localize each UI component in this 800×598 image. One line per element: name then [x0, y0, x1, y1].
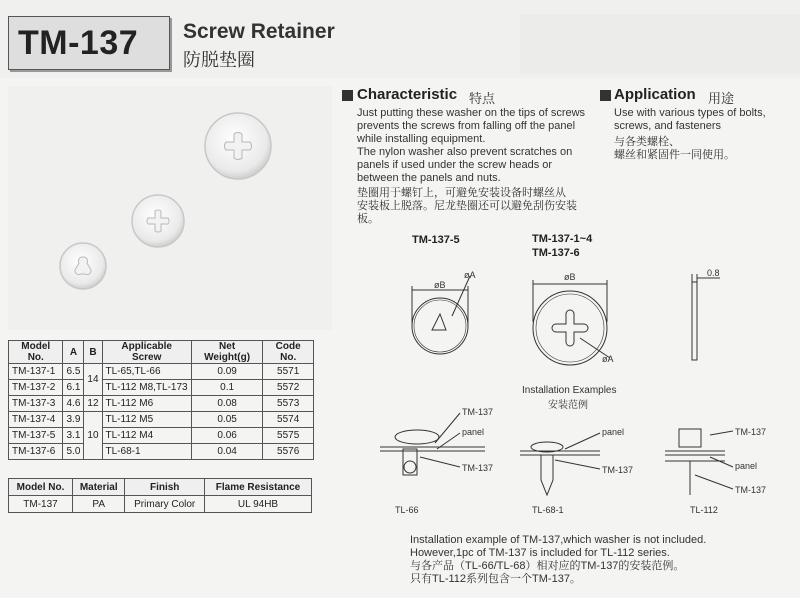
text-line: while installing equipment. [357, 133, 486, 145]
application-title-cn: 用途 [708, 91, 735, 106]
b-cell: 10 [84, 412, 102, 460]
washer-photo [8, 86, 332, 330]
weight-cell: 0.04 [191, 444, 263, 460]
example-label: TL-68-1 [532, 505, 564, 515]
text-line: Just putting these washer on the tips of screws [357, 107, 586, 119]
install-title: Installation Examples [522, 385, 617, 396]
spec-header: A [63, 341, 84, 364]
dim-thickness: 0.8 [707, 268, 720, 278]
weight-cell: 0.1 [191, 380, 263, 396]
text-line: 螺丝和紧固件一同使用。 [614, 149, 735, 161]
drawing-label-right: TM-137-1~4 [532, 233, 593, 245]
weight-cell: 0.06 [191, 428, 263, 444]
section-square-icon [342, 90, 353, 101]
install-tag-panel: panel [735, 461, 758, 471]
note-line: 与各产品（TL-66/TL-68）相对应的TM-137的安装范例。 [410, 560, 685, 572]
model-cell: TM-137-4 [9, 412, 63, 428]
a-cell: 3.1 [63, 428, 84, 444]
material-header: Model No. [9, 479, 73, 496]
screw-cell: TL-65,TL-66 [102, 364, 191, 380]
material-cell: Primary Color [125, 496, 205, 513]
weight-cell: 0.08 [191, 396, 263, 412]
weight-cell: 0.09 [191, 364, 263, 380]
model-cell: TM-137-6 [9, 444, 63, 460]
installation-drawings [365, 405, 795, 515]
drawing-label-left: TM-137-5 [412, 234, 460, 246]
model-cell: TM-137-5 [9, 428, 63, 444]
text-line: 与各类螺栓、 [614, 136, 680, 148]
note-line: 只有TL-112系列包含一个TM-137。 [410, 573, 581, 585]
example-label: TL-112 [690, 505, 718, 515]
a-cell: 4.6 [63, 396, 84, 412]
code-cell: 5576 [263, 444, 314, 460]
dim-b-left: øB [434, 280, 446, 290]
text-line: Use with various types of bolts, [614, 107, 766, 119]
b-cell: 14 [84, 364, 102, 396]
weight-cell: 0.05 [191, 412, 263, 428]
install-tag-panel: panel [462, 427, 485, 437]
characteristic-text [357, 107, 597, 226]
table-row [9, 380, 314, 396]
code-cell: 5571 [263, 364, 314, 380]
dim-b-right: øB [564, 272, 576, 282]
a-cell: 6.5 [63, 364, 84, 380]
bleed-through-area [520, 14, 800, 74]
spec-header: B [84, 341, 102, 364]
note-line: Installation example of TM-137,which washer is not included. [410, 534, 707, 546]
material-cell: PA [73, 496, 125, 513]
table-row [9, 428, 314, 444]
install-tag-tm: TM-137 [462, 407, 494, 417]
material-cell: UL 94HB [205, 496, 312, 513]
product-title-cn: 防脱垫圈 [183, 50, 255, 70]
a-cell: 3.9 [63, 412, 84, 428]
material-header: Finish [125, 479, 205, 496]
product-title: Screw Retainer [183, 20, 335, 43]
b-cell: 12 [84, 396, 102, 412]
table-row [9, 396, 314, 412]
model-cell: TM-137-1 [9, 364, 63, 380]
install-tag-tm: TM-137 [735, 427, 767, 437]
table-row [9, 364, 314, 380]
screw-cell: TL-112 M8,TL-173 [102, 380, 191, 396]
install-tag-tm: TM-137 [602, 465, 634, 475]
material-cell: TM-137 [9, 496, 73, 513]
code-cell: 5572 [263, 380, 314, 396]
application-text [614, 107, 794, 162]
screw-cell: TL-112 M6 [102, 396, 191, 412]
screw-cell: TL-68-1 [102, 444, 191, 460]
screw-cell: TL-112 M5 [102, 412, 191, 428]
text-line: The nylon washer also prevent scratches on [357, 146, 573, 158]
table-row [9, 444, 314, 460]
text-line: prevents the screws from falling off the panel [357, 120, 576, 132]
model-code: TM-137 [18, 24, 139, 62]
table-row [9, 412, 314, 428]
text-line: between the panels and nuts. [357, 172, 501, 184]
material-header: Material [73, 479, 125, 496]
product-photo [8, 86, 332, 330]
screw-cell: TL-112 M4 [102, 428, 191, 444]
spec-header-row [9, 341, 314, 364]
text-line: screws, and fasteners [614, 120, 721, 132]
a-cell: 5.0 [63, 444, 84, 460]
install-note [410, 534, 790, 586]
dim-a-right: øA [602, 354, 614, 364]
install-tag-tm: TM-137 [462, 463, 494, 473]
dim-a-left: øA [464, 270, 476, 280]
spec-header: Applicable Screw [102, 341, 191, 364]
install-title-cn: 安装范例 [548, 400, 588, 411]
text-line: 垫圈用于螺钉上，可避免安装设备时螺丝从 [357, 187, 566, 199]
characteristic-title: Characteristic [357, 86, 458, 103]
spec-header: Model No. [9, 341, 63, 364]
example-label: TL-66 [395, 505, 419, 515]
install-tag-tm: TM-137 [735, 485, 767, 495]
application-title: Application [614, 86, 696, 103]
text-line: panels if used under the screw heads or [357, 159, 553, 171]
text-line: 安装板上脱落。尼龙垫圈还可以避免刮伤安装板。 [357, 200, 577, 225]
model-cell: TM-137-2 [9, 380, 63, 396]
material-header-row [9, 479, 312, 496]
characteristic-title-cn: 特点 [469, 91, 496, 106]
table-row [9, 496, 312, 513]
spec-header: Net Weight(g) [191, 341, 263, 364]
model-cell: TM-137-3 [9, 396, 63, 412]
material-table [8, 478, 312, 513]
code-cell: 5573 [263, 396, 314, 412]
spec-table [8, 340, 314, 460]
note-line: However,1pc of TM-137 is included for TL-112 series. [410, 547, 670, 559]
drawing-label-right-2: TM-137-6 [532, 247, 580, 259]
a-cell: 6.1 [63, 380, 84, 396]
code-cell: 5574 [263, 412, 314, 428]
washer-drawings [340, 258, 800, 378]
material-header: Flame Resistance [205, 479, 312, 496]
spec-header: Code No. [263, 341, 314, 364]
section-square-icon [600, 90, 611, 101]
install-tag-panel: panel [602, 427, 625, 437]
code-cell: 5575 [263, 428, 314, 444]
